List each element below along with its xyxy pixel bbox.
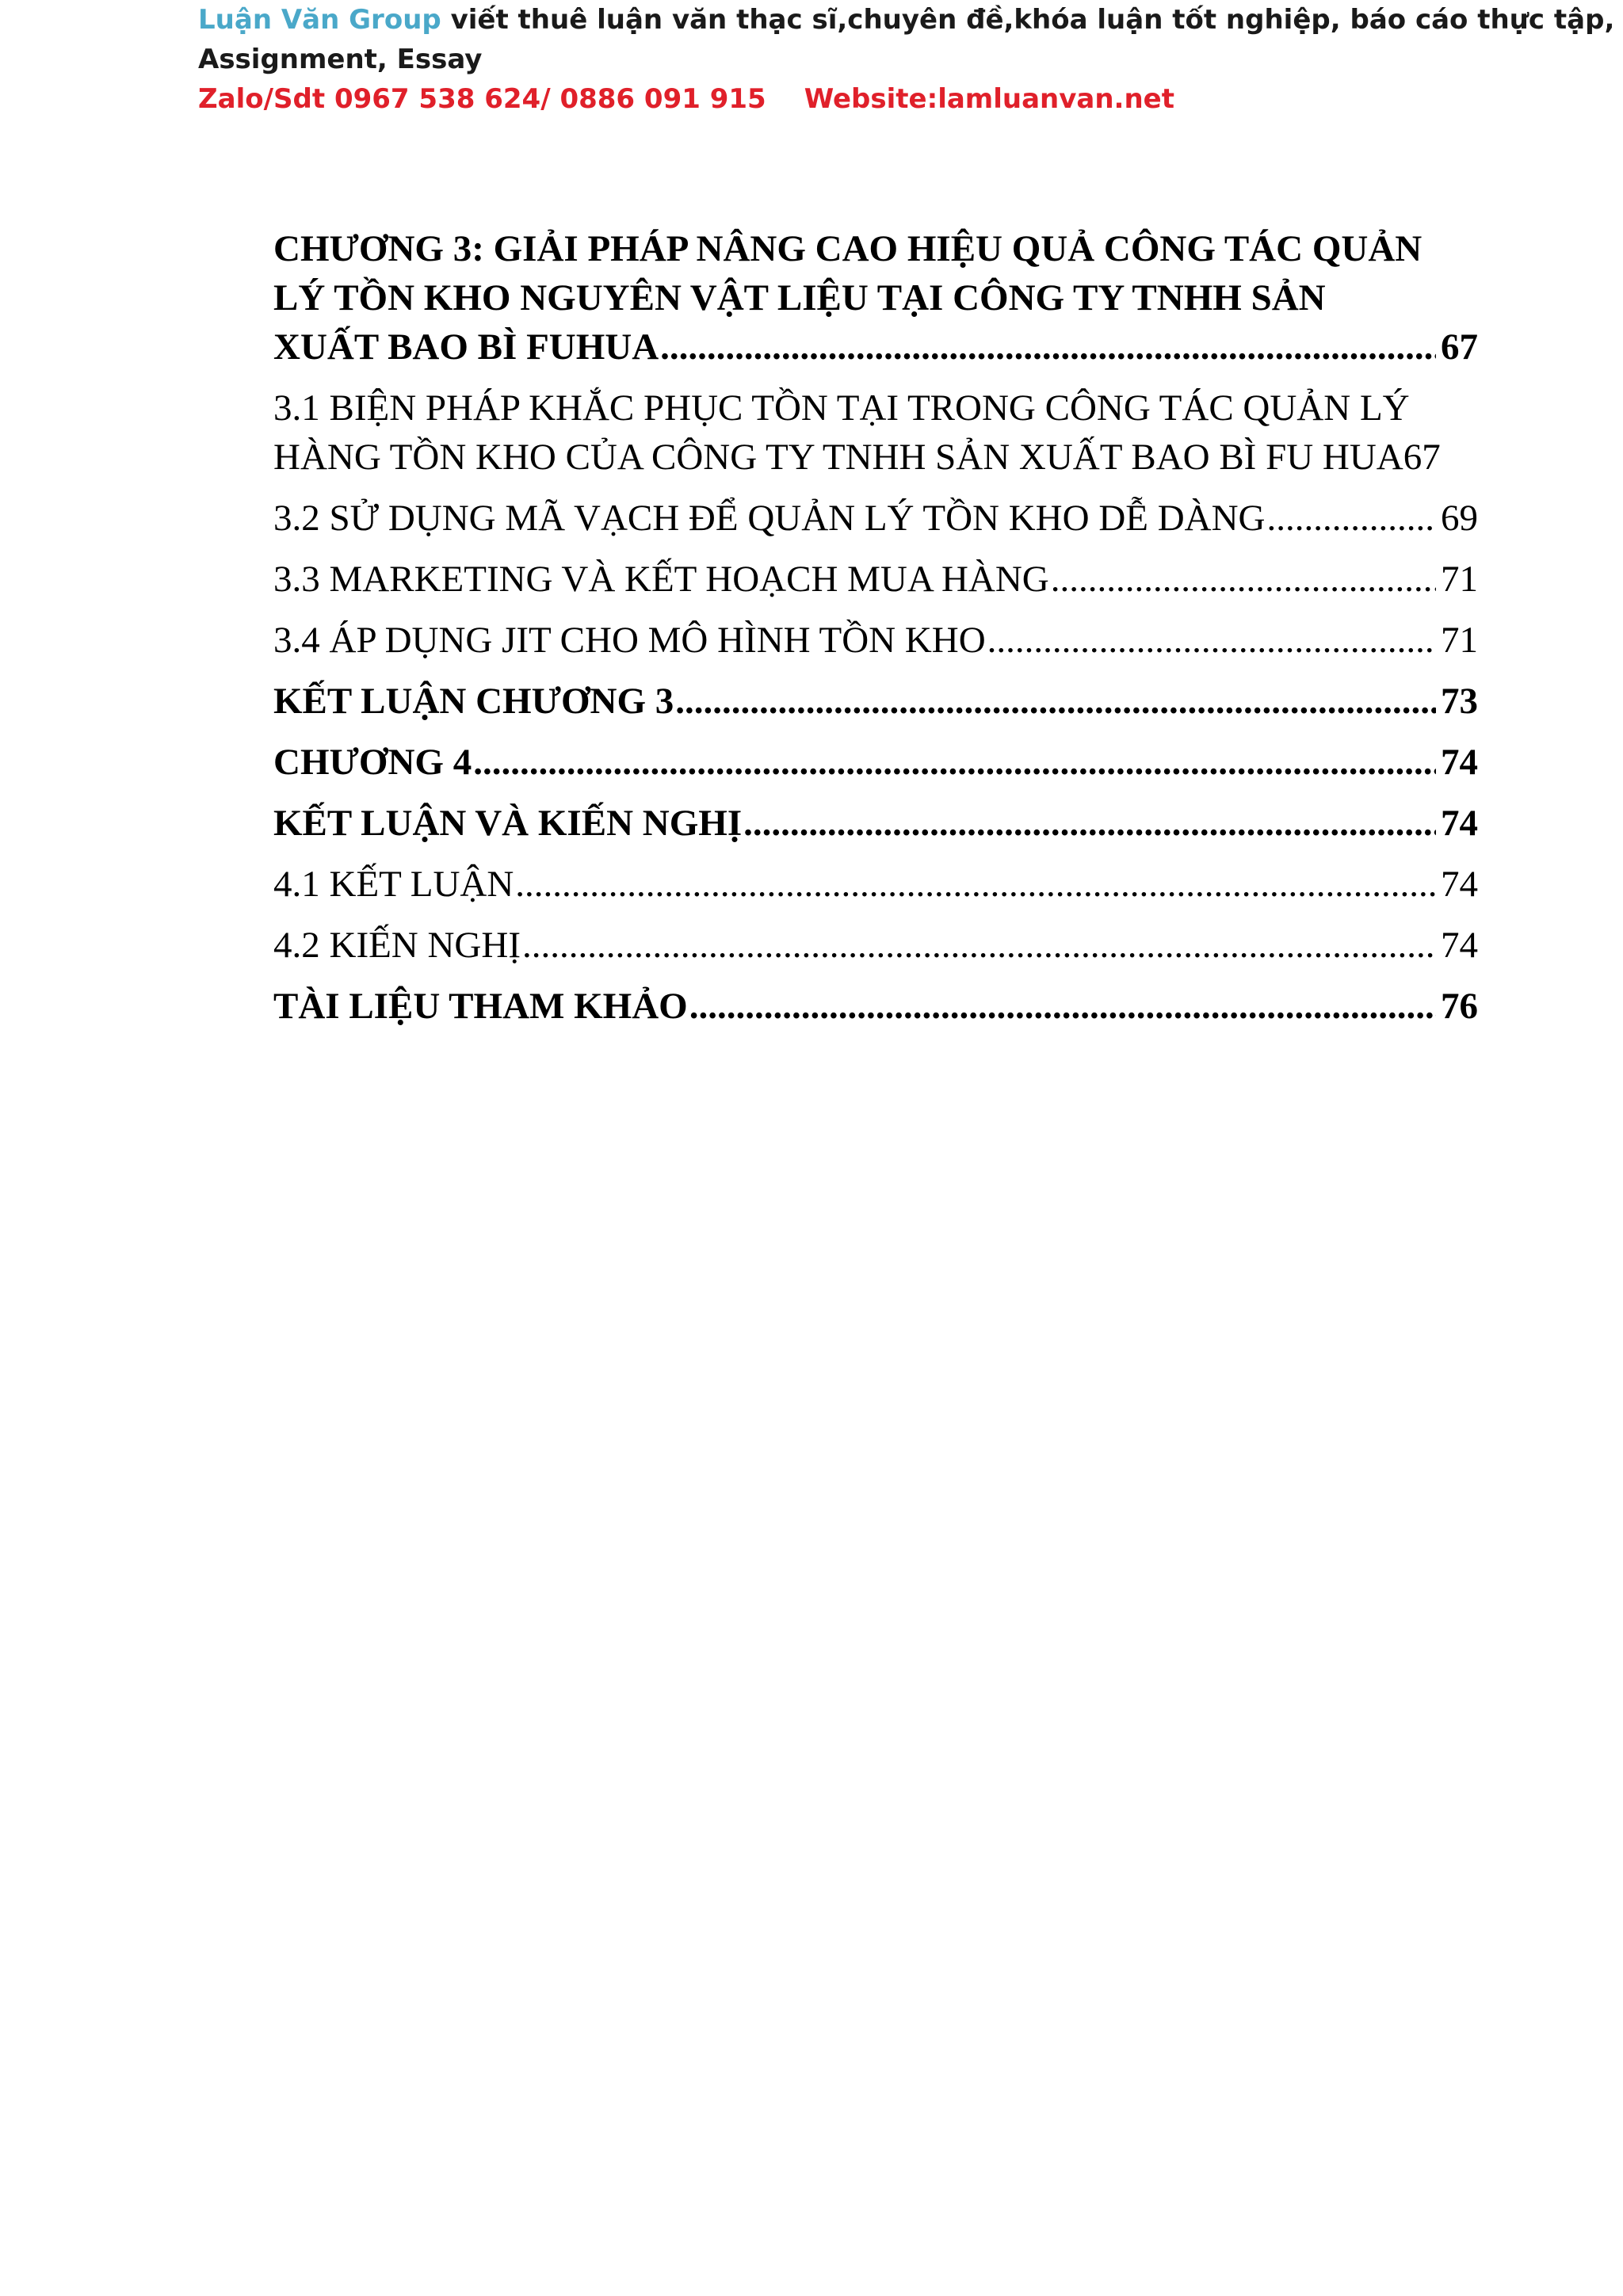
header-tagline: viết thuê luận văn thạc sĩ,chuyên đề,khóa luận tốt nghiệp, báo cáo thực tập,: [441, 4, 1615, 36]
toc-entry-title: KẾT LUẬN VÀ KIẾN NGHỊ: [273, 803, 743, 844]
toc-entry-chapter-4[interactable]: [273, 738, 1478, 787]
toc-entry-4-2[interactable]: [273, 921, 1478, 970]
toc-dot-leader: [674, 677, 1436, 726]
brand-name: Luận Văn Group: [198, 4, 441, 36]
toc-entry-line: LÝ TỒN KHO NGUYÊN VẬT LIỆU TẠI CÔNG TY TNHH SẢN: [273, 277, 1326, 318]
toc-entry-last-line: [273, 322, 1478, 372]
toc-entry-3-3[interactable]: [273, 555, 1478, 604]
toc-entry-line: [273, 921, 1478, 970]
toc-dot-leader: [742, 799, 1436, 848]
toc-entry-line: [273, 677, 1478, 726]
toc-dot-leader: [514, 860, 1436, 909]
toc-dot-leader: [472, 738, 1436, 787]
toc-dot-leader: [659, 322, 1436, 372]
toc-entry-line: [273, 555, 1478, 604]
toc-entry-line: 3.1 BIỆN PHÁP KHẮC PHỤC TỒN TẠI TRONG CÔNG TÁC QUẢN LÝ: [273, 387, 1410, 429]
header-website: Website:lamluanvan.net: [804, 83, 1174, 115]
toc-entry-title: 3.2 SỬ DỤNG MÃ VẠCH ĐỂ QUẢN LÝ TỒN KHO DỄ DÀNG: [273, 498, 1266, 539]
toc-page-number: 74: [1441, 803, 1478, 844]
header-line-1: [198, 0, 1615, 40]
toc-entry-title: HÀNG TỒN KHO CỦA CÔNG TY TNHH SẢN XUẤT BAO BÌ FU HUA: [273, 437, 1403, 478]
page-header: [198, 0, 1615, 119]
toc-entry-title: XUẤT BAO BÌ FUHUA: [273, 326, 659, 368]
toc-entry-line: [273, 616, 1478, 665]
toc-entry-line: CHƯƠNG 3: GIẢI PHÁP NÂNG CAO HIỆU QUẢ CÔNG TÁC QUẢN: [273, 228, 1423, 269]
toc-page-number: 74: [1441, 925, 1478, 966]
toc-entry-line: [273, 494, 1478, 543]
toc-page-number: 71: [1441, 620, 1478, 661]
toc-entry-line: [273, 982, 1478, 1031]
toc-page-number: 73: [1441, 681, 1478, 722]
toc-entry-title: TÀI LIỆU THAM KHẢO: [273, 986, 688, 1027]
toc-entry-line: [273, 860, 1478, 909]
toc-entry-3-2[interactable]: [273, 494, 1478, 543]
toc-entry-line: [273, 738, 1478, 787]
toc-dot-leader: [688, 982, 1436, 1031]
toc-dot-leader: [521, 921, 1436, 970]
toc-entry-ket-luan-kien-nghi[interactable]: [273, 799, 1478, 848]
header-line-3: [198, 79, 1545, 119]
toc-page-number: 71: [1441, 559, 1478, 600]
toc-entry-title: CHƯƠNG 4: [273, 742, 472, 783]
toc-entry-title: 4.1 KẾT LUẬN: [273, 864, 514, 905]
toc-entry-title: 3.4 ÁP DỤNG JIT CHO MÔ HÌNH TỒN KHO: [273, 620, 986, 661]
toc-entry-title: 4.2 KIẾN NGHỊ: [273, 925, 521, 966]
header-contact: Zalo/Sdt 0967 538 624/ 0886 091 915: [198, 83, 766, 115]
toc-entry-title: 3.3 MARKETING VÀ KẾT HOẠCH MUA HÀNG: [273, 559, 1049, 600]
toc-page-number: 74: [1441, 742, 1478, 783]
toc-entry-3-4[interactable]: [273, 616, 1478, 665]
toc-dot-leader: [1049, 555, 1436, 604]
toc-entry-title: KẾT LUẬN CHƯƠNG 3: [273, 681, 674, 722]
toc-page-number: 74: [1441, 864, 1478, 905]
header-line-2: Assignment, Essay: [198, 44, 483, 75]
toc-entry-chapter-3[interactable]: [273, 224, 1478, 372]
toc-page-number: 69: [1441, 498, 1478, 539]
toc-dot-leader: [1266, 494, 1437, 543]
toc-entry-tai-lieu-tham-khao[interactable]: [273, 982, 1478, 1031]
toc-page-number: 76: [1441, 986, 1478, 1027]
toc-page-number: 67: [1441, 326, 1478, 368]
toc-entry-line: [273, 799, 1478, 848]
toc-dot-leader: [986, 616, 1436, 665]
toc-entry-4-1[interactable]: [273, 860, 1478, 909]
table-of-contents: [273, 224, 1478, 1031]
toc-page-number: 67: [1403, 437, 1441, 478]
toc-entry-last-line: [273, 433, 1478, 482]
toc-entry-ket-luan-chuong-3[interactable]: [273, 677, 1478, 726]
toc-entry-3-1[interactable]: [273, 383, 1478, 482]
